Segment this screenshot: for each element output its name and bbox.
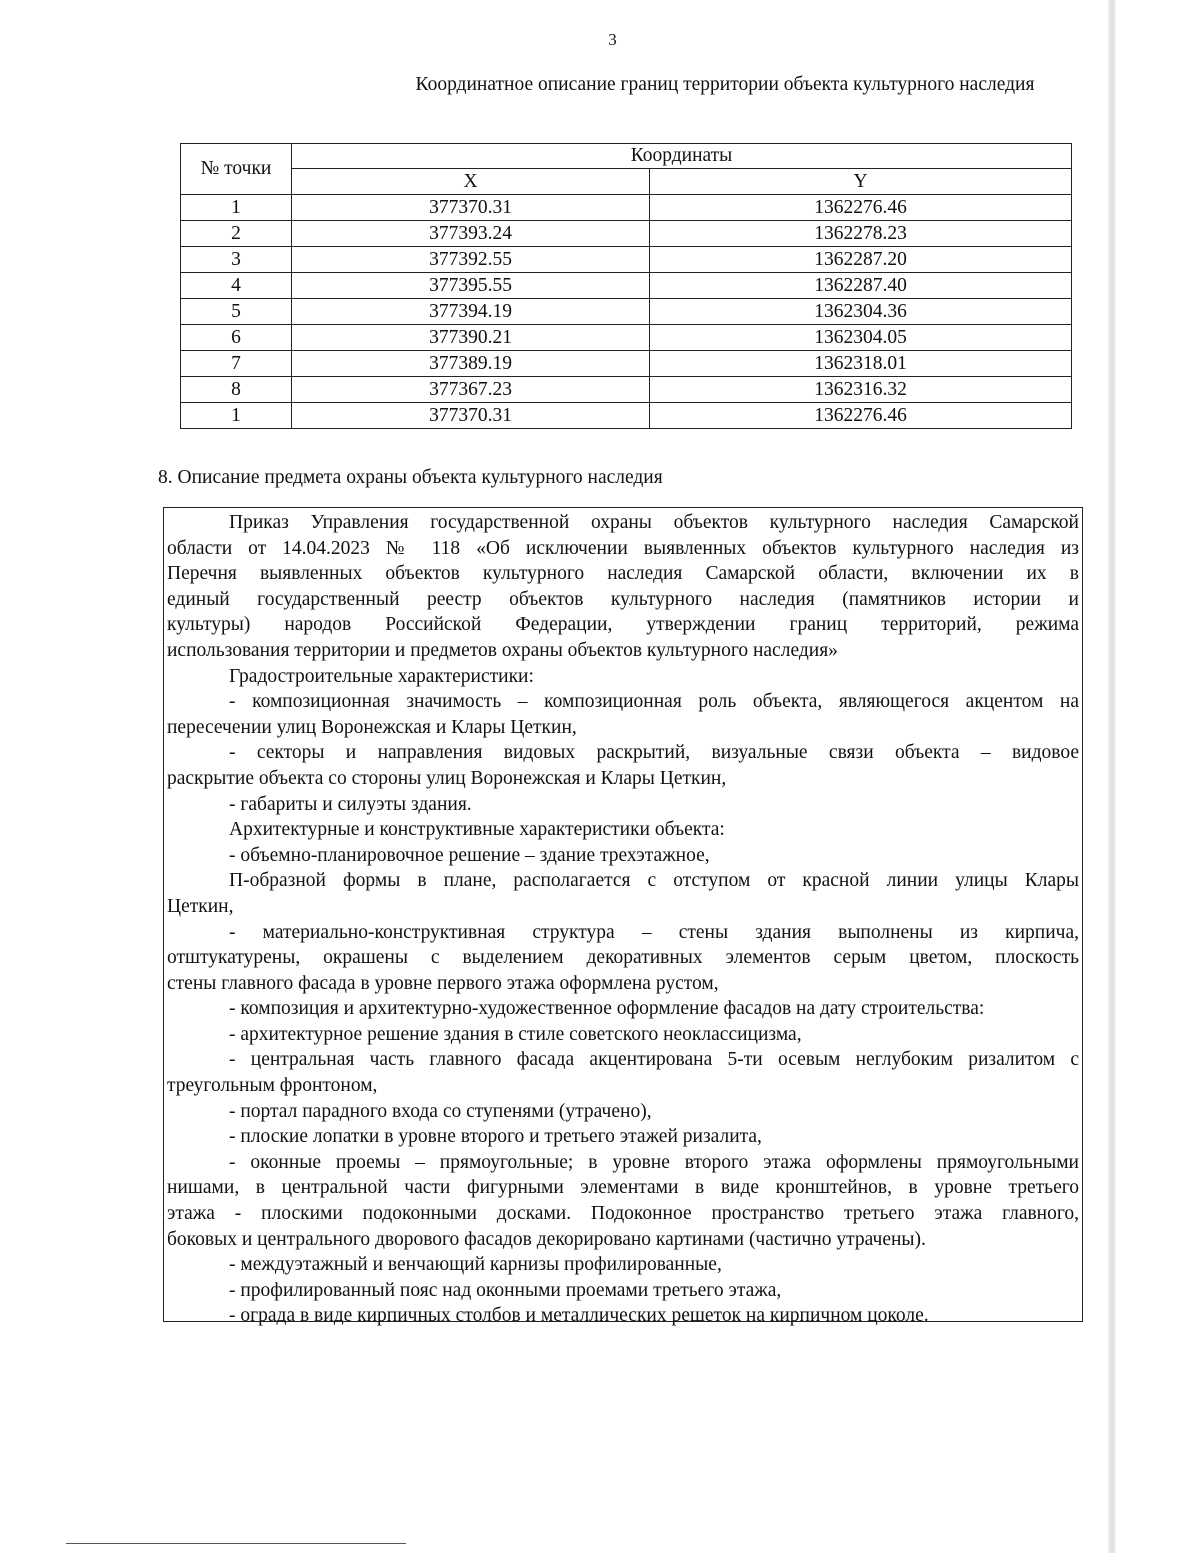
cell-y: 1362318.01 (650, 351, 1072, 377)
table-row (181, 299, 1072, 325)
cell-point: 7 (181, 351, 292, 377)
cell-x: 377370.31 (292, 403, 650, 429)
text-line: области от 14.04.2023 № 118 «Об исключении выявленных объектов культурного наследия из (167, 537, 1079, 559)
section-8-title: 8. Описание предмета охраны объекта культурного наследия (158, 467, 663, 488)
text-line: - центральная часть главного фасада акцентирована 5-ти осевым неглубоким ризалитом с (229, 1049, 1079, 1071)
arch-cornices-item (167, 1252, 1079, 1278)
cell-point: 1 (181, 403, 292, 429)
cell-y: 1362304.05 (650, 325, 1072, 351)
urban-sectors-item (167, 740, 1079, 791)
arch-belt-item (167, 1278, 1079, 1304)
text-line: - габариты и силуэты здания. (229, 793, 472, 815)
text-line: этажа - плоскими подоконными досками. Подоконное пространство третьего этажа главного, (167, 1203, 1079, 1225)
text-line: - архитектурное решение здания в стиле советского неоклассицизма, (229, 1023, 802, 1045)
cell-x: 377370.31 (292, 195, 650, 221)
cell-x: 377395.55 (292, 273, 650, 299)
table-row (181, 377, 1072, 403)
table-row (181, 273, 1072, 299)
cell-y: 1362304.36 (650, 299, 1072, 325)
text-line: культуры) народов Российской Федерации, утверждении границ территорий, режима (167, 614, 1079, 636)
cell-point: 4 (181, 273, 292, 299)
coordinates-table (180, 143, 1072, 429)
scan-edge-shadow (1108, 0, 1116, 1553)
arch-pilasters-item (167, 1124, 1079, 1150)
text-line: отштукатурены, окрашены с выделением декоративных элементов серым цветом, плоскость (167, 947, 1079, 969)
cell-x: 377393.24 (292, 221, 650, 247)
text-line: - материально-конструктивная структура – стены здания выполнены из кирпича, (229, 921, 1079, 943)
urban-heading (167, 664, 1079, 690)
arch-composition-item (167, 996, 1079, 1022)
arch-heading (167, 817, 1079, 843)
cell-point: 2 (181, 221, 292, 247)
table-row (181, 221, 1072, 247)
text-line: - оконные проемы – прямоугольные; в уровне второго этажа оформлены прямоугольными (229, 1151, 1079, 1173)
text-line: использования территории и предметов охраны объектов культурного наследия» (167, 639, 838, 661)
arch-portal-item (167, 1099, 1079, 1125)
text-line: Цеткин, (167, 895, 234, 917)
arch-volume-item (167, 843, 1079, 869)
arch-fence-item (167, 1303, 1079, 1329)
table-row (181, 403, 1072, 429)
cell-point: 1 (181, 195, 292, 221)
protection-subject-box (163, 507, 1083, 1327)
table-row (181, 195, 1072, 221)
table-row (181, 325, 1072, 351)
cell-point: 6 (181, 325, 292, 351)
cell-x: 377394.19 (292, 299, 650, 325)
table-header-row (181, 144, 1072, 169)
text-line: треугольным фронтоном, (167, 1075, 378, 1097)
page-number: 3 (608, 30, 617, 49)
cell-point: 8 (181, 377, 292, 403)
cell-x: 377389.19 (292, 351, 650, 377)
text-line: - междуэтажный и венчающий карнизы профилированные, (229, 1254, 722, 1276)
text-line: стены главного фасада в уровне первого этажа оформлена рустом, (167, 972, 719, 994)
arch-windows-item (167, 1150, 1079, 1252)
text-line: Перечня выявленных объектов культурного наследия Самарской области, включении их в (167, 563, 1079, 585)
text-line: П-образной формы в плане, располагается с отступом от красной линии улицы Клары (229, 870, 1079, 892)
header-x: X (292, 169, 650, 195)
cell-y: 1362287.20 (650, 247, 1072, 273)
order-reference-paragraph (167, 510, 1079, 664)
cell-point: 3 (181, 247, 292, 273)
text-line: - плоские лопатки в уровне второго и третьего этажей ризалита, (229, 1126, 762, 1148)
arch-material-item (167, 920, 1079, 997)
text-line: нишами, в центральной части фигурными элементами в виде кронштейнов, в уровне третьего (167, 1177, 1079, 1199)
text-line: - ограда в виде кирпичных столбов и металлических решеток на кирпичном цоколе. (229, 1305, 929, 1327)
cell-x: 377392.55 (292, 247, 650, 273)
footnote-divider (66, 1543, 406, 1544)
table-row (181, 247, 1072, 273)
text-line: - секторы и направления видовых раскрытий, визуальные связи объекта – видовое (229, 742, 1079, 764)
header-coordinates: Координаты (292, 144, 1072, 169)
page-title: Координатное описание границ территории объекта культурного наследия (415, 74, 1035, 95)
text-line: - композиция и архитектурно-художественное оформление фасадов на дату строительства: (229, 998, 985, 1020)
urban-composition-item (167, 689, 1079, 740)
cell-point: 5 (181, 299, 292, 325)
header-y: Y (650, 169, 1072, 195)
text-line: единый государственный реестр объектов культурного наследия (памятников истории и (167, 588, 1079, 610)
cell-y: 1362276.46 (650, 403, 1072, 429)
table-row (181, 351, 1072, 377)
header-point-number: № точки (181, 144, 292, 195)
text-line: Градостроительные характеристики: (229, 665, 534, 687)
text-line: Приказ Управления государственной охраны объектов культурного наследия Самарской (229, 512, 1079, 533)
arch-style-item (167, 1022, 1079, 1048)
cell-x: 377367.23 (292, 377, 650, 403)
text-line: - объемно-планировочное решение – здание трехэтажное, (229, 844, 710, 866)
text-line: Архитектурные и конструктивные характеристики объекта: (229, 819, 725, 841)
cell-x: 377390.21 (292, 325, 650, 351)
cell-y: 1362278.23 (650, 221, 1072, 247)
cell-y: 1362316.32 (650, 377, 1072, 403)
text-line: - профилированный пояс над оконными проемами третьего этажа, (229, 1279, 782, 1301)
text-line: боковых и центрального дворового фасадов декорировано картинами (частично утрачены). (167, 1228, 926, 1250)
text-line: - портал парадного входа со ступенями (утрачено), (229, 1100, 652, 1122)
arch-shape-item (167, 868, 1079, 919)
text-line: - композиционная значимость – композиционная роль объекта, являющегося акцентом на (229, 691, 1079, 713)
text-line: пересечении улиц Воронежская и Клары Цеткин, (167, 716, 577, 738)
cell-y: 1362276.46 (650, 195, 1072, 221)
urban-dimensions-item (167, 792, 1079, 818)
text-line: раскрытие объекта со стороны улиц Воронежская и Клары Цеткин, (167, 767, 727, 789)
cell-y: 1362287.40 (650, 273, 1072, 299)
table-subheader-row (181, 169, 1072, 195)
arch-center-item (167, 1047, 1079, 1098)
